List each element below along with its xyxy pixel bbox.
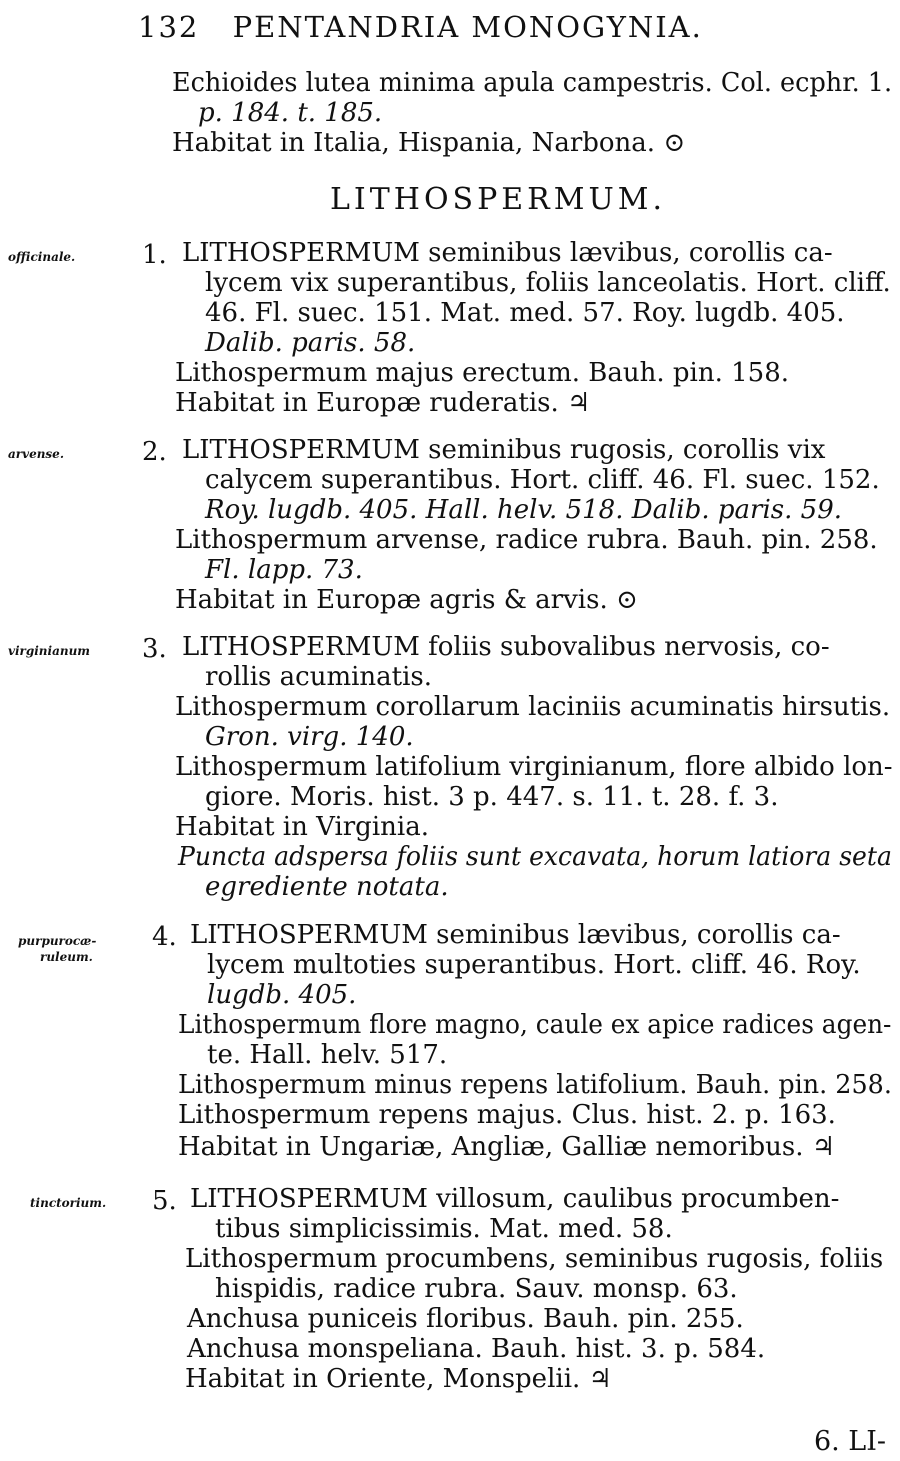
species-1-synonym: Lithospermum majus erectum. Bauh. pin. 158. xyxy=(175,358,790,388)
species-1-line-1: LITHOSPERMUM seminibus lævibus, corollis ca- xyxy=(182,238,833,268)
species-number-2: 2. xyxy=(142,437,167,467)
species-5-line-4: hispidis, radice rubra. Sauv. monsp. 63. xyxy=(215,1274,738,1304)
species-5-synonym-3: Anchusa monspeliana. Bauh. hist. 3. p. 584. xyxy=(187,1334,766,1364)
margin-name-virginianum: virginianum xyxy=(8,644,91,658)
species-4-line-2: lycem multoties superantibus. Hort. cliff. 46. Roy. xyxy=(207,950,861,980)
intro-line-1: Echioides lutea minima apula campestris. Col. ecphr. 1. xyxy=(172,68,893,98)
margin-name-tinctorium: tinctorium. xyxy=(30,1196,107,1210)
species-4-synonym-2: Lithospermum minus repens latifolium. Bauh. pin. 258. xyxy=(178,1070,892,1100)
species-3-line-1: LITHOSPERMUM foliis subovalibus nervosis, co- xyxy=(182,632,830,662)
species-4-line-1: LITHOSPERMUM seminibus lævibus, corollis ca- xyxy=(190,920,841,950)
species-number-1: 1. xyxy=(142,240,167,270)
species-2-habitat: Habitat in Europæ agris & arvis. ⊙ xyxy=(175,585,638,615)
species-1-habitat: Habitat in Europæ ruderatis. ♃ xyxy=(175,388,591,418)
page-number: 132 xyxy=(138,10,200,44)
margin-name-officinale: officinale. xyxy=(8,250,76,264)
species-4-line-3: lugdb. 405. xyxy=(207,980,357,1010)
species-2-line-3: Roy. lugdb. 405. Hall. helv. 518. Dalib. paris. 59. xyxy=(205,495,842,525)
intro-line-2: p. 184. t. 185. xyxy=(198,98,383,128)
species-3-line-4: Gron. virg. 140. xyxy=(205,722,414,752)
running-header xyxy=(138,10,703,44)
species-5-habitat: Habitat in Oriente, Monspelii. ♃ xyxy=(185,1364,612,1394)
species-4-synonym-1: Lithospermum flore magno, caule ex apice radices agen- xyxy=(178,1010,892,1040)
species-5-line-1: LITHOSPERMUM villosum, caulibus procumben- xyxy=(190,1184,840,1214)
margin-name-arvense: arvense. xyxy=(8,447,64,461)
species-5-synonym-2: Anchusa puniceis floribus. Bauh. pin. 255. xyxy=(187,1304,744,1334)
species-1-line-3: 46. Fl. suec. 151. Mat. med. 57. Roy. lugdb. 405. xyxy=(205,298,845,328)
species-number-3: 3. xyxy=(142,634,167,664)
genus-heading: LITHOSPERMUM. xyxy=(330,182,667,217)
intro-habitat: Habitat in Italia, Hispania, Narbona. ⊙ xyxy=(172,128,686,158)
species-5-synonym-1: Lithospermum procumbens, seminibus rugosis, foliis xyxy=(185,1244,884,1274)
species-3-line-6: giore. Moris. hist. 3 p. 447. s. 11. t. 28. f. 3. xyxy=(205,782,779,812)
species-1-line-4: Dalib. paris. 58. xyxy=(205,328,416,358)
species-2-line-1: LITHOSPERMUM seminibus rugosis, corollis vix xyxy=(182,435,826,465)
running-title: PENTANDRIA MONOGYNIA. xyxy=(232,10,703,44)
species-2-synonym: Lithospermum arvense, radice rubra. Bauh. pin. 258. xyxy=(175,525,878,555)
species-3-note-1: Puncta adspersa foliis sunt excavata, horum latiora seta xyxy=(178,842,892,872)
species-number-5: 5. xyxy=(152,1186,177,1216)
species-2-line-2: calycem superantibus. Hort. cliff. 46. Fl. suec. 152. xyxy=(205,465,880,495)
margin-name-purpurocaeruleum-2: ruleum. xyxy=(40,950,93,964)
species-1-line-2: lycem vix superantibus, foliis lanceolatis. Hort. cliff. xyxy=(205,268,891,298)
catchword: 6. LI- xyxy=(813,1426,886,1457)
species-5-line-2: tibus simplicissimis. Mat. med. 58. xyxy=(215,1214,673,1244)
margin-name-purpurocaeruleum-1: purpurocæ- xyxy=(18,934,97,948)
species-4-habitat: Habitat in Ungariæ, Angliæ, Galliæ nemoribus. ♃ xyxy=(178,1132,836,1162)
species-3-note-2: egrediente notata. xyxy=(205,872,449,902)
species-3-synonym-1: Lithospermum corollarum laciniis acuminatis hirsutis. xyxy=(175,692,891,722)
species-number-4: 4. xyxy=(152,922,177,952)
species-3-synonym-2: Lithospermum latifolium virginianum, flore albido lon- xyxy=(175,752,893,782)
species-3-habitat: Habitat in Virginia. xyxy=(175,812,429,842)
species-4-line-5: te. Hall. helv. 517. xyxy=(207,1040,448,1070)
species-3-line-2: rollis acuminatis. xyxy=(205,662,433,692)
species-2-line-5: Fl. lapp. 73. xyxy=(205,555,363,585)
species-4-synonym-3: Lithospermum repens majus. Clus. hist. 2. p. 163. xyxy=(178,1100,836,1130)
